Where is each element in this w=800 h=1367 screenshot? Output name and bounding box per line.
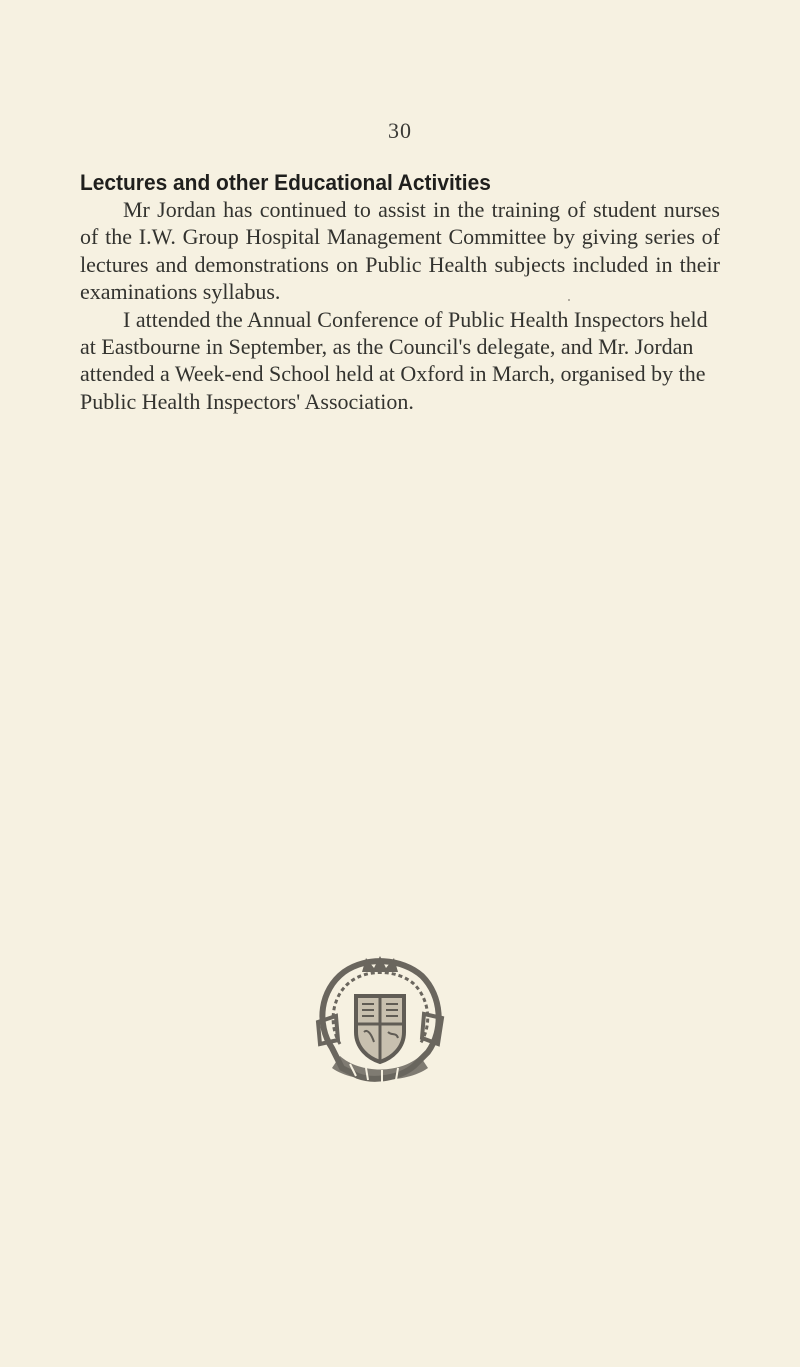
section-body (80, 196, 720, 415)
paragraph-conference: I attended the Annual Conference of Public Health Inspectors held at Eastbourne in September, as the Council's delegate, and Mr. Jordan attended a Week-end School held at Oxford in March, organised by the Public Health Inspectors' Association. (80, 306, 708, 414)
library-seal-icon (310, 952, 450, 1084)
page-number: 30 (388, 118, 412, 143)
section-heading: Lectures and other Educational Activities (80, 170, 491, 195)
paragraph-training-lectures: Mr Jordan has continued to assist in the training of student nurses of the I.W. Group Hospital Management Committee by giving series of lectures and demonstrations on Public Health subjects included in their examinations syllabus. (80, 197, 720, 305)
paper-speck (568, 299, 570, 301)
